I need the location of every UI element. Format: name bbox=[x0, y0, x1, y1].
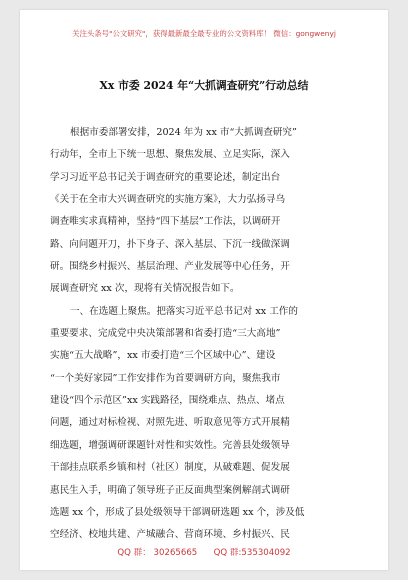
text-line: 建设“四个示范区”xx 实践路径，围绕难点、热点、堵点 bbox=[50, 395, 285, 407]
text-line: “一个美好家园”工作安排作为首要调研方向，聚焦我市 bbox=[50, 372, 281, 384]
text-line: 路、向问题开刀，扑下身子、深入基层、下沉一线做深调 bbox=[50, 238, 290, 250]
document-body bbox=[50, 122, 362, 547]
text-line: 选题 xx 个，形成了县处级领导干部调研选题 xx 个，涉及低 bbox=[50, 506, 305, 518]
text-line: 一、在选题上聚焦。把落实习近平总书记对 xx 工作的 bbox=[70, 305, 298, 317]
text-line: 行动年，全市上下统一思想、聚焦发展、立足实际，深入 bbox=[50, 149, 290, 161]
document-title: Xx 市委 2024 年“大抓调查研究”行动总结 bbox=[99, 79, 309, 92]
text-line: 惠民生入手，明确了领导班子正反面典型案例解剖式调研 bbox=[50, 484, 290, 496]
footer-qq-group-1: QQ 群： 30265665 bbox=[117, 548, 198, 558]
text-line: 实施“五大战略”，xx 市委打造“三个区域中心”、建设 bbox=[50, 350, 276, 362]
footer-contact bbox=[20, 546, 388, 558]
text-line: 细选题，增强调研课题针对性和实效性。完善县处级领导 bbox=[50, 439, 290, 451]
text-line: 《关于在全市大兴调查研究的实施方案》，大力弘扬寻乌 bbox=[50, 194, 286, 206]
text-line: 问题，通过对标检视、对照先进、听取意见等方式开展精 bbox=[50, 417, 290, 429]
text-line: 干部挂点联系乡镇和村（社区）制度，从破难题、促发展 bbox=[50, 462, 290, 474]
text-line: 调查唯实求真精神，坚持“四下基层”工作法，以调研开 bbox=[50, 216, 281, 228]
text-line: 重要要求、完成党中央决策部署和省委打造“三大高地” bbox=[50, 328, 281, 340]
text-line: 根据市委部署安排，2024 年为 xx 市“大抓调查研究” bbox=[70, 127, 297, 138]
header-banner: 关注头条号"公文研究"，获得最新最全最专业的公文资料库！ 微信：gongwenyj bbox=[72, 29, 336, 38]
text-line: 学习习近平总书记关于调查研究的重要论述，制定出台 bbox=[50, 171, 281, 183]
text-line: 展调查研究 xx 次，现将有关情况报告如下。 bbox=[50, 283, 240, 295]
text-line: 空经济、校地共建、产城融合、营商环境、乡村振兴、民 bbox=[50, 529, 290, 541]
document-page bbox=[20, 10, 388, 570]
footer-qq-group-2: QQ 群:535304092 bbox=[213, 548, 291, 558]
text-line: 研。围绕乡村振兴、基层治理、产业发展等中心任务，开 bbox=[50, 261, 290, 273]
